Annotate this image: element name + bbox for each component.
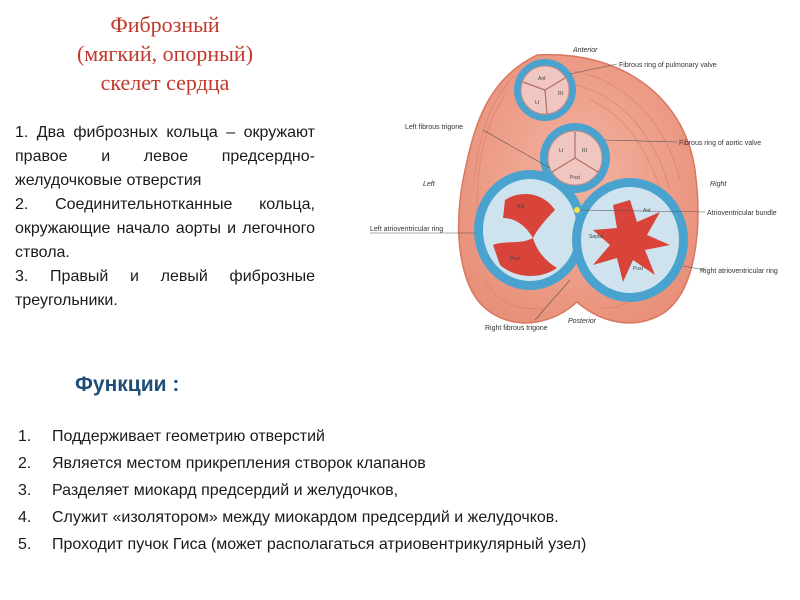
heart-skeleton-diagram — [365, 40, 795, 340]
anterior-label: Anterior — [573, 47, 598, 54]
function-number: 2. — [18, 455, 32, 472]
pulm-ant-label: Ant — [538, 76, 546, 82]
function-item — [15, 452, 785, 479]
mitral-post-label: Post — [510, 256, 521, 262]
pulm-rt-label: Rt — [558, 91, 563, 97]
title-line-2: (мягкий, опорный) — [76, 41, 254, 66]
aort-lt-label: Lt — [559, 148, 564, 154]
function-item — [15, 533, 785, 560]
tric-post-label: Post — [633, 266, 644, 272]
function-text: Служит «изолятором» между миокардом предсердий и желудочков. — [52, 509, 559, 526]
title-line-1: Фиброзный — [110, 12, 220, 37]
right-side-label: Right — [710, 181, 727, 188]
av-bundle-dot — [574, 207, 580, 213]
function-item — [15, 425, 785, 452]
aortic-ring-label: Fibrous ring of aortic valve — [679, 140, 762, 147]
pulmonary-ring-label: Fibrous ring of pulmonary valve — [619, 62, 717, 69]
heart-skeleton-illustration — [365, 40, 795, 340]
title-line-3: скелет сердца — [100, 70, 230, 95]
pulm-lt-label: Lt — [535, 100, 540, 106]
function-text: Является местом прикрепления створок клапанов — [52, 455, 426, 472]
function-item — [15, 479, 785, 506]
function-number: 5. — [18, 536, 32, 553]
function-text: Проходит пучок Гиса (может располагаться атриовентрикулярный узел) — [52, 536, 587, 553]
slide-title — [40, 10, 290, 97]
left-av-ring-label: Left atrioventricular ring — [370, 226, 444, 233]
functions-heading: Функции : — [75, 373, 180, 396]
function-number: 4. — [18, 509, 32, 526]
function-text: Поддерживает геометрию отверстий — [52, 428, 325, 445]
aort-post-label: Post — [570, 175, 581, 181]
tric-septal-label: Septal — [589, 234, 604, 240]
left-trigone-label: Left fibrous trigone — [405, 124, 463, 131]
skeleton-components-list — [15, 121, 315, 313]
aort-rt-label: Rt — [582, 148, 587, 154]
component-point-1: 1. Два фиброзных кольца – окружают правое и левое предсердно-желудочковые отверстия — [15, 124, 315, 189]
function-number: 3. — [18, 482, 32, 499]
right-trigone-label: Right fibrous trigone — [485, 325, 548, 332]
functions-list — [15, 425, 785, 560]
component-point-2: 2. Соединительнотканные кольца, окружающие начало аорты и легочного ствола. — [15, 196, 315, 261]
function-item — [15, 506, 785, 533]
posterior-label: Posterior — [568, 318, 597, 325]
component-point-3: 3. Правый и левый фиброзные треугольники. — [15, 268, 315, 309]
left-side-label: Left — [423, 181, 435, 188]
function-text: Разделяет миокард предсердий и желудочков, — [52, 482, 399, 499]
right-av-ring-label: Right atrioventricular ring — [700, 268, 778, 275]
mitral-ant-label: Ant — [517, 204, 525, 210]
av-bundle-label: Atrioventricular bundle — [707, 210, 777, 217]
function-number: 1. — [18, 428, 32, 445]
